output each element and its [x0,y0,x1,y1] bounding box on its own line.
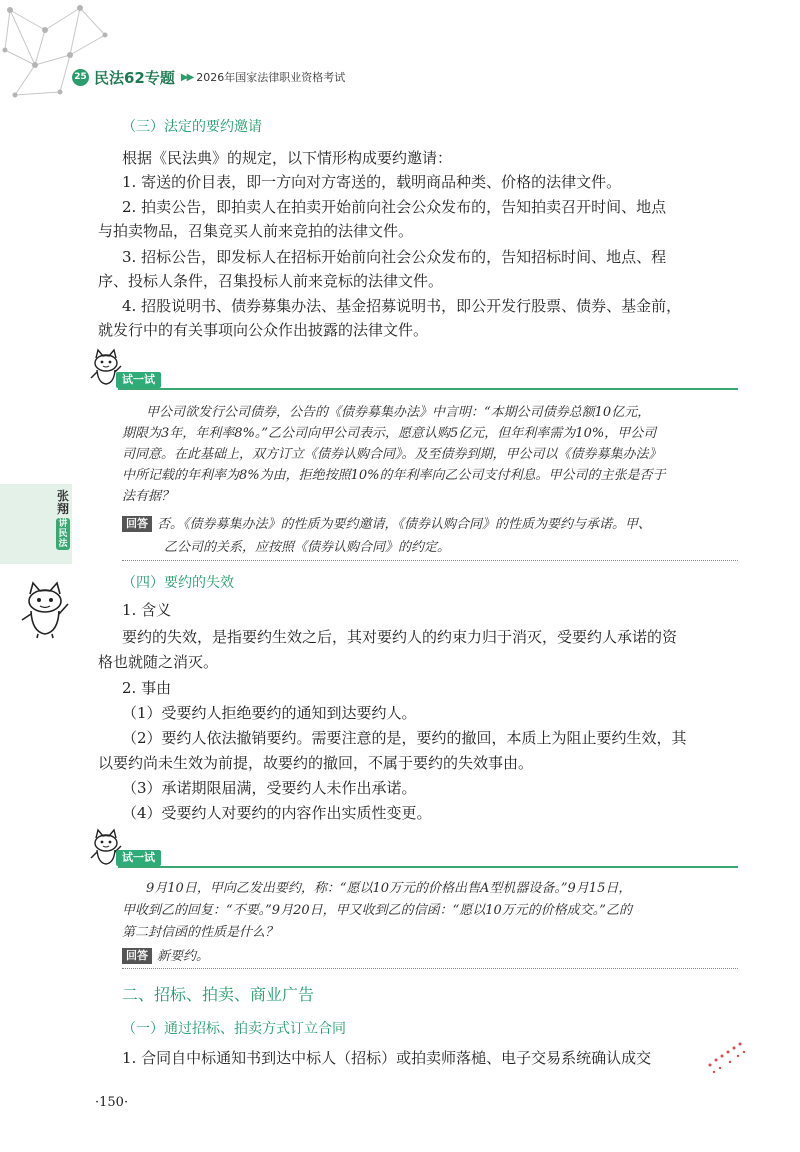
answer-divider-1 [122,560,738,561]
answer-tag: 回答 [122,516,152,532]
try-2-answer-text: 新要约。 [157,949,210,964]
section-next-line: 1. 合同自中标通知书到达中标人（招标）或拍卖师落槌、电子交易系统确认成交 [122,1049,652,1067]
section-4-sub-2: 2. 事由 [122,679,172,697]
header-arrows-icon: ▶▶ [180,71,193,83]
side-tab-label [56,490,70,550]
list-item-4-line-1: 4. 招股说明书、债券募集办法、基金招募说明书，即公开发行股票、债券、基金前， [122,297,682,315]
try-1-question-line-3: 司同意。在此基础上，双方订立《债券认购合同》。及至债券到期，甲公司以《债券募集办法》 [122,447,662,462]
try-1-question-line-5: 法有据？ [122,489,175,504]
list-item-2-line-2: 与拍卖物品，召集竞买人前来竞拍的法律文件。 [98,222,414,240]
side-tab-name: 张翔 [56,489,69,516]
cat-mascot-large-icon [18,580,72,640]
reason-2-line-1: （2）要约人依法撤销要约。需要注意的是，要约的撤回，本质上为阻止要约生效，其 [122,729,687,747]
side-tab-badge: 讲民法 [56,518,70,550]
try-1-answer-line-2: 乙公司的关系，应按照《债券认购合同》的约定。 [164,540,451,555]
header-logo-icon: 25 [72,69,89,86]
running-header [72,66,345,88]
header-brand: 民法62专题 [94,68,175,87]
try-2-question-line-3: 第二封信函的性质是什么？ [122,925,279,940]
reason-3: （3）承诺期限届满，受要约人未作出承诺。 [122,779,417,797]
try-1-answer-text-1: 否。《债券募集办法》的性质为要约邀请，《债券认购合同》的性质为要约与承诺。甲、 [157,517,652,532]
try-2-question-line-1: 9月10日，甲向乙发出要约，称：“愿以10万元的价格出售A型机器设备。”9月15日， [146,881,632,896]
list-item-1-line-1: 1. 寄送的价目表，即一方向对方寄送的，载明商品种类、价格的法律文件。 [122,173,622,191]
page-number: ·150· [95,1095,129,1110]
reason-4: （4）受要约人对要约的内容作出实质性变更。 [122,804,432,822]
reason-1: （1）受要约人拒绝要约的通知到达要约人。 [122,704,417,722]
network-decoration-icon [0,0,120,110]
try-1-question-line-4: 中所记载的年利率为8%为由，拒绝按照10%的年利率向乙公司支付利息。甲公司的主张是否于 [122,468,666,483]
try-2-question-line-2: 甲收到乙的回复：“不要。”9月20日，甲又收到乙的信函：“愿以10万元的价格成交。”乙的 [122,903,632,918]
section-heading-next: 二、招标、拍卖、商业广告 [122,985,315,1004]
header-subtitle: 2026年国家法律职业资格考试 [196,71,346,84]
try-1-question-line-2: 期限为3年，年利率8%。”乙公司向甲公司表示，愿意认购5亿元，但年利率需为10%，甲公司 [122,426,657,441]
list-item-4-line-2: 就发行中的有关事项向公众作出披露的法律文件。 [98,321,429,339]
list-item-3-line-2: 序、投标人条件，召集投标人前来竞标的法律文件。 [98,272,444,290]
section-4-def-line-1: 要约的失效，是指要约生效之后，其对要约人的约束力归于消灭，受要约人承诺的资 [122,628,678,646]
answer-divider-2 [122,968,738,969]
try-1-question-line-1: 甲公司欲发行公司债券，公告的《债券募集办法》中言明：“本期公司债券总额10亿元， [146,405,651,420]
section-heading-4: （四）要约的失效 [122,575,234,591]
list-item-3-line-1: 3. 招标公告，即发标人在招标开始前向社会公众发布的，告知招标时间、地点、程 [122,248,667,266]
try-it-tag-2: 试一试 [116,850,161,866]
try-it-tag-1: 试一试 [116,372,161,388]
try-2-answer-line [122,948,209,966]
answer-tag-2: 回答 [122,948,152,964]
sub-heading-next: （一）通过招标、拍卖方式订立合同 [122,1021,346,1037]
try-it-rule-2 [118,866,738,868]
dotted-decoration-icon [700,1030,750,1080]
try-1-answer-line-1 [122,516,651,534]
section-heading-3: （三）法定的要约邀请 [122,119,262,135]
list-item-2-line-1: 2. 拍卖公告，即拍卖人在拍卖开始前向社会公众发布的，告知拍卖召开时间、地点 [122,198,667,216]
section-4-sub-1: 1. 含义 [122,601,172,619]
reason-2-line-2: 以要约尚未生效为前提，故要约的撤回，不属于要约的失效事由。 [98,754,534,772]
section-4-def-line-2: 格也就随之消灭。 [98,653,219,671]
try-it-rule-1 [118,388,738,390]
section-3-intro: 根据《民法典》的规定，以下情形构成要约邀请： [122,149,453,167]
